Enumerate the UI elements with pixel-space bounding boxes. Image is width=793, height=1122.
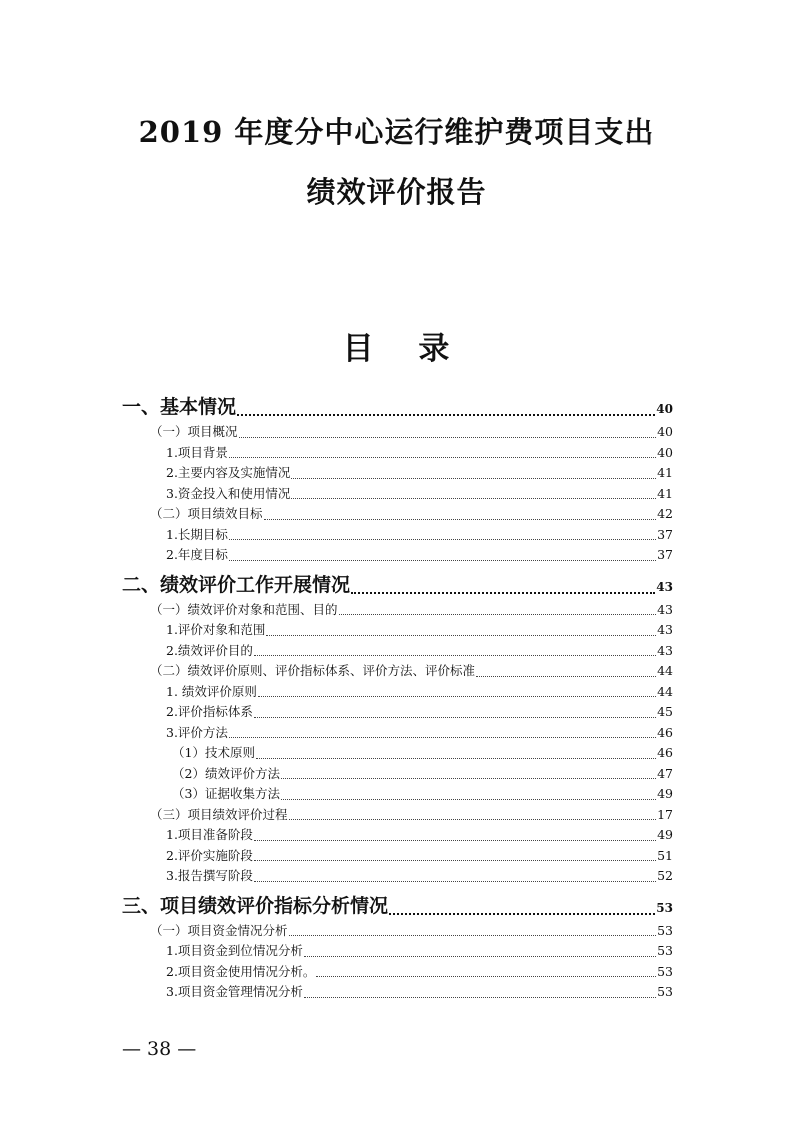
toc-entry[interactable] bbox=[122, 846, 673, 867]
toc-entry[interactable] bbox=[122, 764, 673, 785]
toc-entry[interactable] bbox=[122, 921, 673, 942]
toc-dot-leader bbox=[389, 913, 655, 915]
toc-entry-label: 3.项目资金管理情况分析 bbox=[166, 984, 303, 999]
toc-entry-label: 2.项目资金使用情况分析。 bbox=[166, 963, 316, 979]
toc-entry[interactable] bbox=[122, 545, 673, 566]
toc-entry[interactable] bbox=[122, 422, 673, 443]
toc-entry-label: 1. 绩效评价原则 bbox=[166, 683, 257, 699]
toc-entry-label: 1.项目资金到位情况分析 bbox=[166, 943, 303, 958]
toc-entry-label: （3）证据收集方法 bbox=[172, 786, 280, 801]
toc-dot-leader bbox=[291, 478, 656, 479]
toc-entry-page: 46 bbox=[657, 745, 673, 760]
toc-dot-leader bbox=[266, 635, 656, 636]
toc-entry[interactable] bbox=[122, 891, 673, 921]
toc-entry-page: 43 bbox=[657, 642, 673, 658]
toc-entry-page: 37 bbox=[657, 547, 673, 562]
toc-entry-label: （一）项目资金情况分析 bbox=[150, 922, 288, 938]
toc-entry[interactable] bbox=[122, 641, 673, 662]
page-number-footer: — 38 — bbox=[122, 1038, 197, 1060]
toc-entry[interactable] bbox=[122, 463, 673, 484]
toc-entry[interactable] bbox=[122, 484, 673, 505]
toc-entry[interactable] bbox=[122, 570, 673, 600]
toc-entry-page: 52 bbox=[657, 868, 673, 883]
toc-entry[interactable] bbox=[122, 661, 673, 682]
toc-dot-leader bbox=[254, 840, 656, 841]
toc-entry[interactable] bbox=[122, 941, 673, 962]
toc-entry-label: （2）绩效评价方法 bbox=[172, 765, 280, 781]
toc-heading: 目 录 bbox=[342, 331, 451, 367]
toc-entry-page: 41 bbox=[657, 465, 673, 480]
toc-entry-page: 37 bbox=[657, 526, 673, 542]
toc-dot-leader bbox=[289, 819, 657, 820]
toc-entry[interactable] bbox=[122, 392, 673, 422]
toc-dot-leader bbox=[254, 655, 656, 656]
toc-entry[interactable] bbox=[122, 525, 673, 546]
toc-entry-label: （二）绩效评价原则、评价指标体系、评价方法、评价标准 bbox=[150, 663, 476, 678]
toc-entry-page: 44 bbox=[657, 683, 673, 699]
toc-dot-leader bbox=[229, 560, 656, 561]
toc-entry-page: 40 bbox=[656, 402, 673, 416]
toc-entry-page: 40 bbox=[657, 424, 673, 439]
toc-entry-label: 三、项目绩效评价指标分析情况 bbox=[122, 894, 389, 917]
toc-dot-leader bbox=[351, 592, 655, 594]
toc-entry[interactable] bbox=[122, 784, 673, 805]
toc-entry[interactable] bbox=[122, 682, 673, 703]
toc-entry-page: 53 bbox=[657, 943, 673, 958]
toc-entry[interactable] bbox=[122, 702, 673, 723]
toc-entry-label: （1）技术原则 bbox=[172, 745, 255, 760]
document-title-line1: 2019 年度分中心运行维护费项目支出 bbox=[138, 115, 655, 149]
toc-dot-leader bbox=[229, 737, 656, 738]
toc-entry-page: 53 bbox=[657, 984, 673, 999]
toc-entry[interactable] bbox=[122, 620, 673, 641]
toc-entry[interactable] bbox=[122, 962, 673, 983]
document-title-line2: 绩效评价报告 bbox=[306, 175, 487, 209]
toc-entry-page: 49 bbox=[657, 786, 673, 801]
toc-dot-leader bbox=[291, 498, 656, 499]
toc-entry-page: 53 bbox=[657, 922, 673, 938]
toc-entry-page: 43 bbox=[657, 601, 673, 617]
toc-entry[interactable] bbox=[122, 600, 673, 621]
toc-entry-label: （三）项目绩效评价过程 bbox=[150, 806, 288, 822]
toc-entry-page: 17 bbox=[657, 806, 673, 822]
toc-entry[interactable] bbox=[122, 825, 673, 846]
toc-entry-page: 51 bbox=[657, 847, 673, 863]
toc-entry-label: 2.绩效评价目的 bbox=[166, 642, 253, 658]
toc-dot-leader bbox=[304, 956, 656, 957]
toc-dot-leader bbox=[258, 696, 656, 697]
toc-entry-page: 47 bbox=[657, 765, 673, 781]
toc-entry-label: 二、绩效评价工作开展情况 bbox=[122, 573, 351, 596]
toc-entry-label: 3.评价方法 bbox=[166, 724, 228, 740]
toc-entry-page: 43 bbox=[657, 622, 673, 637]
toc-dot-leader bbox=[281, 778, 656, 779]
toc-dot-leader bbox=[239, 437, 657, 438]
toc-entry-label: 1.项目准备阶段 bbox=[166, 827, 253, 842]
toc-entry-label: 2.评价指标体系 bbox=[166, 704, 253, 719]
toc-entry-page: 42 bbox=[657, 506, 673, 521]
toc-entry-label: 3.资金投入和使用情况 bbox=[166, 485, 291, 501]
toc-dot-leader bbox=[229, 539, 656, 540]
toc-dot-leader bbox=[229, 457, 656, 458]
toc-dot-leader bbox=[281, 799, 656, 800]
toc-entry-page: 53 bbox=[657, 963, 673, 979]
toc-dot-leader bbox=[256, 758, 656, 759]
toc-dot-leader bbox=[476, 676, 656, 677]
toc-entry-label: 2.评价实施阶段 bbox=[166, 847, 253, 863]
toc-entry-page: 43 bbox=[656, 579, 673, 594]
toc-entry[interactable] bbox=[122, 866, 673, 887]
toc-entry-page: 45 bbox=[657, 704, 673, 719]
toc-entry[interactable] bbox=[122, 443, 673, 464]
toc-entry-page: 41 bbox=[657, 485, 673, 501]
toc-dot-leader bbox=[304, 997, 656, 998]
toc-dot-leader bbox=[254, 881, 656, 882]
toc-entry[interactable] bbox=[122, 723, 673, 744]
toc-entry-label: 1.评价对象和范围 bbox=[166, 622, 266, 637]
toc-dot-leader bbox=[339, 614, 657, 615]
toc-dot-leader bbox=[316, 976, 656, 977]
toc-entry-label: （一）项目概况 bbox=[150, 424, 238, 439]
toc-entry-label: 1.长期目标 bbox=[166, 526, 228, 542]
toc-dot-leader bbox=[264, 519, 657, 520]
toc-entry-label: 一、基本情况 bbox=[122, 396, 237, 418]
toc-entry[interactable] bbox=[122, 982, 673, 1003]
toc-entry-page: 49 bbox=[657, 827, 673, 842]
toc-entry-page: 53 bbox=[656, 900, 673, 915]
toc-entry-label: 2.年度目标 bbox=[166, 547, 228, 562]
toc-entry[interactable] bbox=[122, 743, 673, 764]
toc-dot-leader bbox=[254, 860, 656, 861]
toc-dot-leader bbox=[237, 414, 655, 416]
toc-entry[interactable] bbox=[122, 504, 673, 525]
toc-dot-leader bbox=[254, 717, 656, 718]
toc-entry-page: 40 bbox=[657, 444, 673, 460]
toc-entry-label: 1.项目背景 bbox=[166, 444, 228, 460]
toc-entry-label: （二）项目绩效目标 bbox=[150, 506, 263, 521]
toc-entry-label: （一）绩效评价对象和范围、目的 bbox=[150, 601, 338, 617]
toc-dot-leader bbox=[289, 935, 657, 936]
table-of-contents bbox=[122, 392, 673, 1003]
toc-entry-label: 3.报告撰写阶段 bbox=[166, 868, 253, 883]
toc-entry[interactable] bbox=[122, 805, 673, 826]
toc-entry-label: 2.主要内容及实施情况 bbox=[166, 465, 291, 480]
toc-entry-page: 46 bbox=[657, 724, 673, 740]
toc-entry-page: 44 bbox=[657, 663, 673, 678]
